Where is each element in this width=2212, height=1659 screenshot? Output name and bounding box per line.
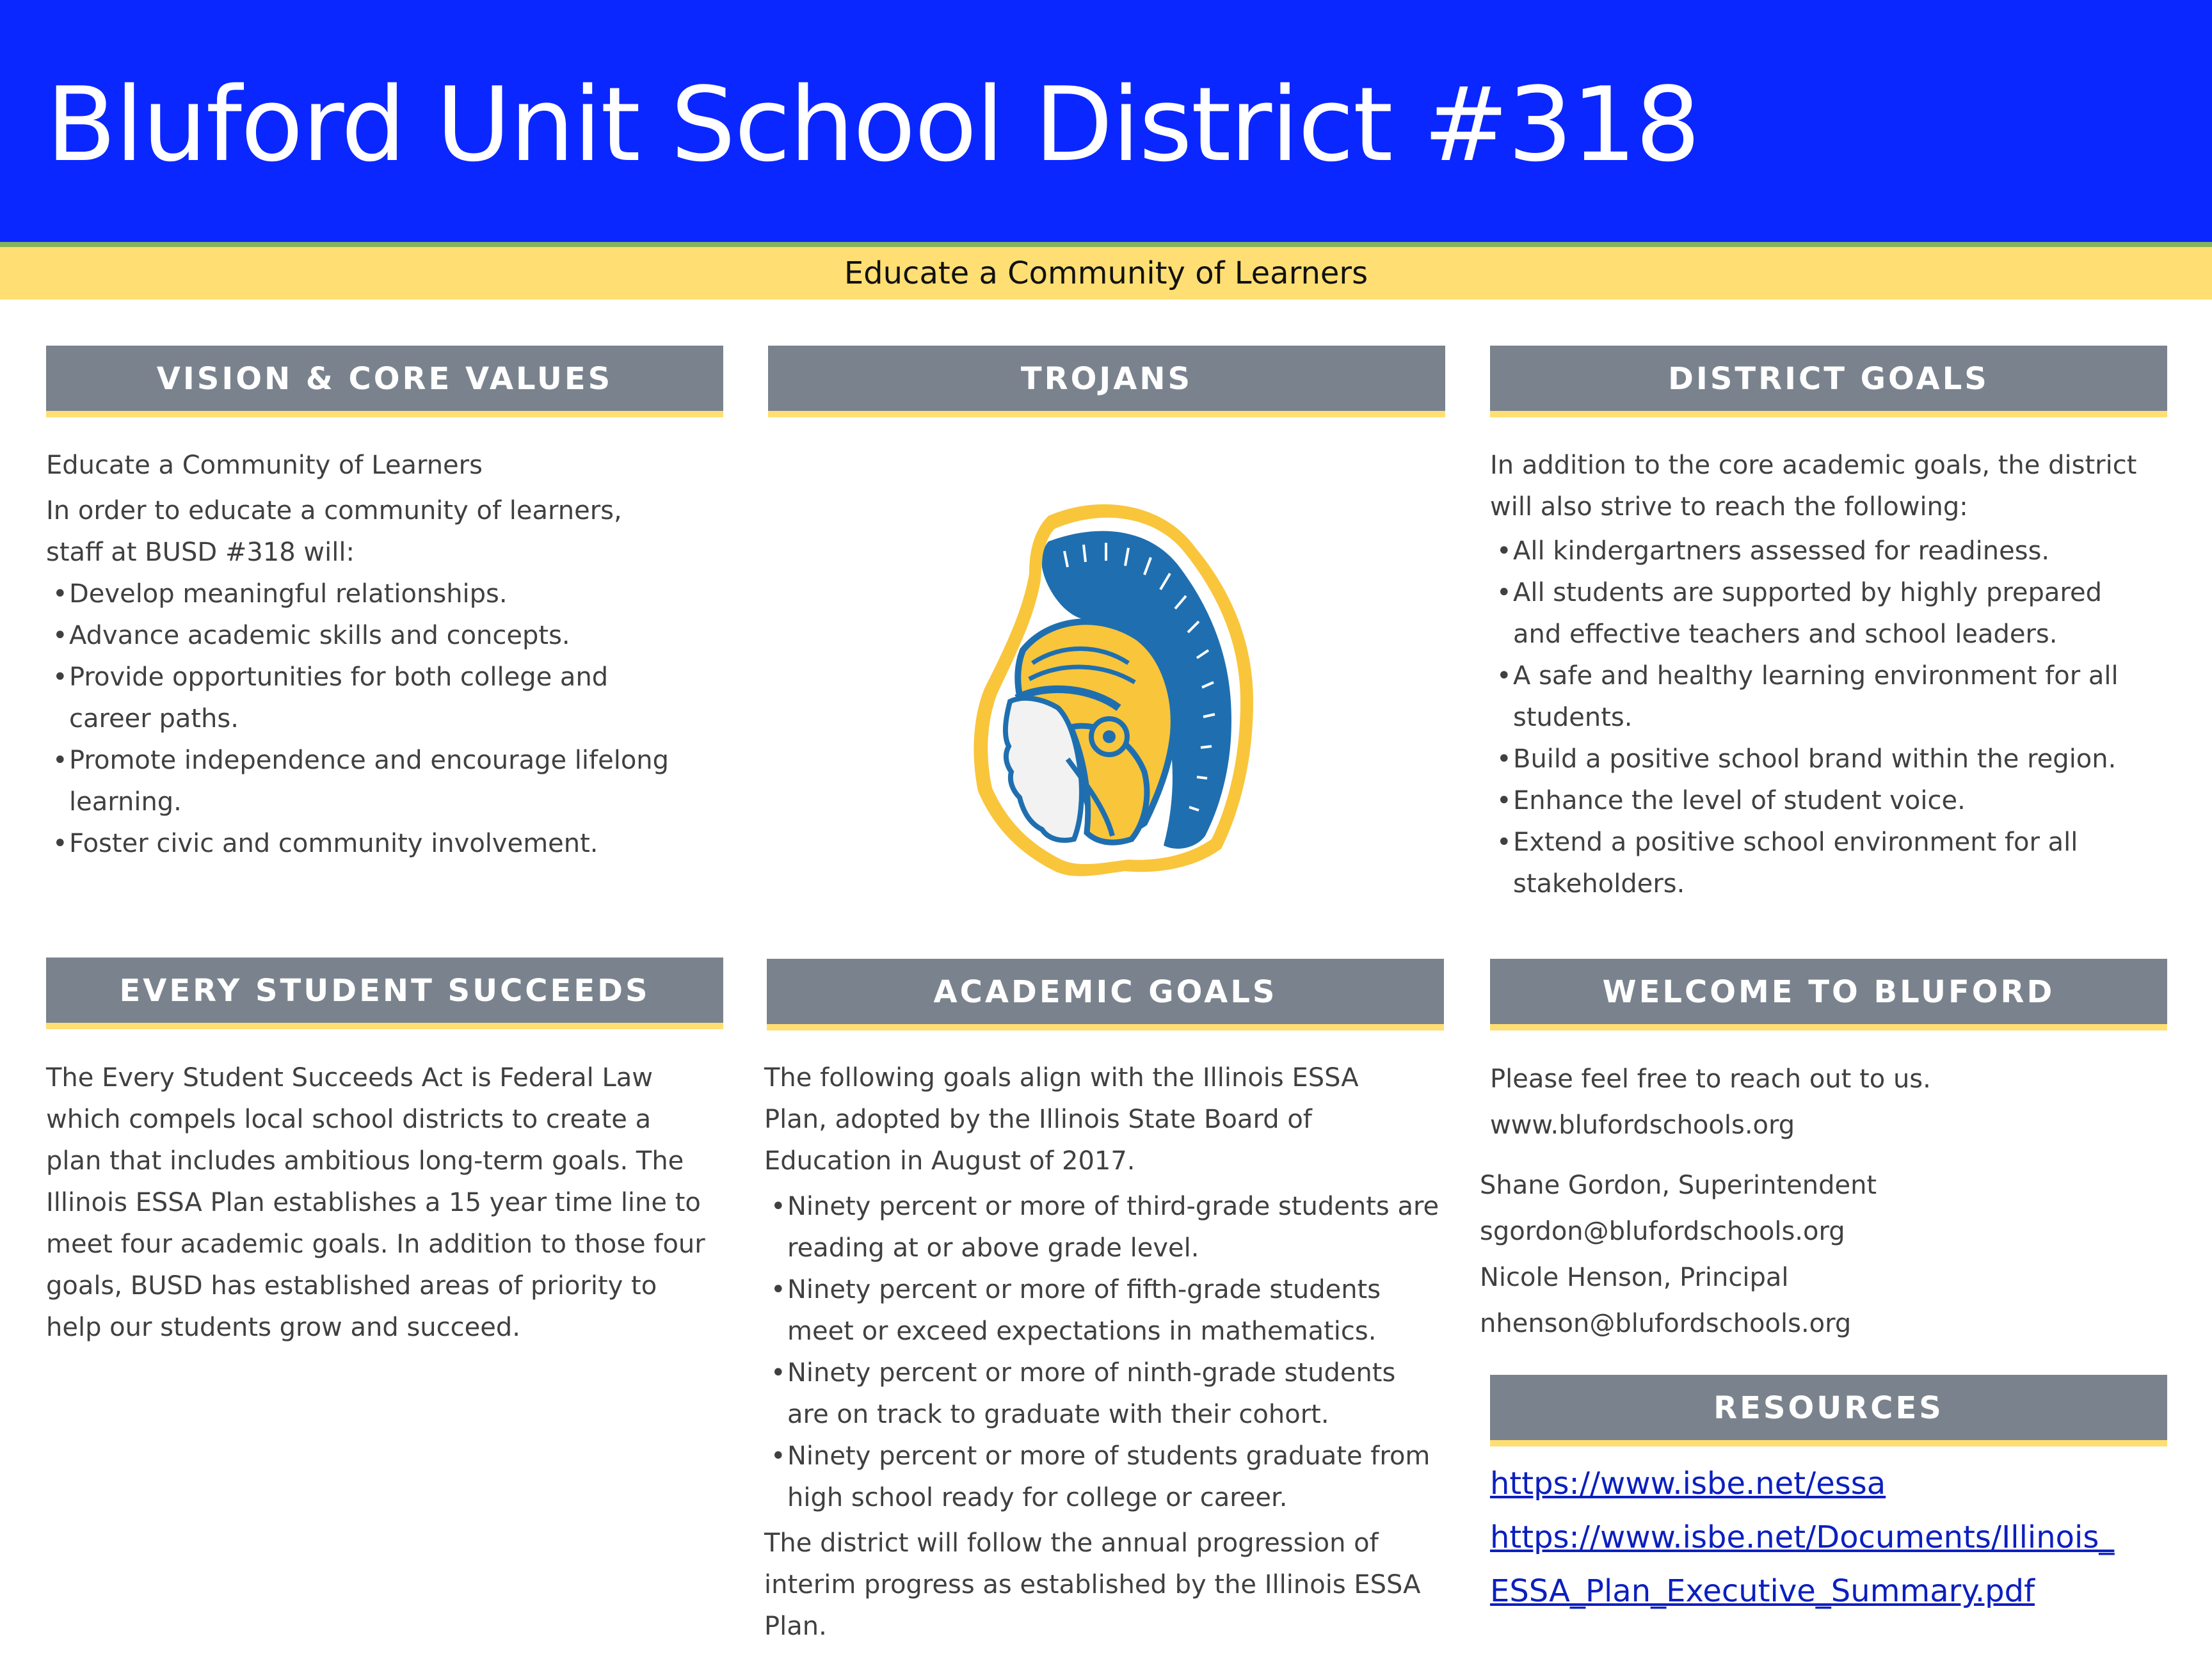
essa-heading: EVERY STUDENT SUCCEEDS [46, 958, 723, 1029]
trojan-helmet-logo [952, 490, 1272, 887]
welcome-heading: WELCOME TO BLUFORD [1490, 959, 2167, 1030]
academic-goals-heading: ACADEMIC GOALS [767, 959, 1444, 1030]
isbe-essa-link[interactable]: https://www.isbe.net/essa [1490, 1466, 1886, 1502]
list-item: • Advance academic skills and concepts. [46, 615, 680, 657]
list-item: • Ninety percent or more of third-grade students are reading at or above grade level. [764, 1186, 1443, 1269]
district-goals-body [1490, 445, 2167, 905]
contact-superintendent: Shane Gordon, Superintendent [1480, 1171, 1877, 1200]
vision-body [46, 445, 723, 865]
welcome-body [1490, 1056, 2167, 1148]
list-item: • A safe and healthy learning environment for all students. [1490, 655, 2130, 739]
tagline-bar [0, 247, 2212, 300]
contact-principal-email: nhenson@blufordschools.org [1480, 1309, 1852, 1338]
list-item: • All students are supported by highly prepared and effective teachers and school leaders. [1490, 572, 2130, 655]
district-goals-list [1490, 531, 2130, 905]
vision-intro: In order to educate a community of learners, staff at BUSD #318 will: [46, 496, 622, 567]
essa-summary-link-line2[interactable]: ESSA_Plan_Executive_Summary.pdf [1490, 1573, 2035, 1609]
resources-heading: RESOURCES [1490, 1375, 2167, 1447]
vision-line: Educate a Community of Learners [46, 451, 483, 480]
essa-summary-link-line1[interactable]: https://www.isbe.net/Documents/Illinois_ [1490, 1519, 2115, 1555]
list-item: • Enhance the level of student voice. [1490, 780, 2130, 822]
tagline: Educate a Community of Learners [844, 255, 1368, 291]
list-item: • Build a positive school brand within the region. [1490, 739, 2130, 780]
contact-principal: Nicole Henson, Principal [1480, 1263, 1789, 1292]
essa-body [46, 1057, 712, 1349]
vision-heading: VISION & CORE VALUES [46, 346, 723, 417]
resources-body [1490, 1457, 2194, 1618]
district-title: Bluford Unit School District #318 [46, 65, 1699, 184]
vision-list [46, 573, 680, 865]
academic-list [764, 1186, 1443, 1519]
list-item: • Provide opportunities for both college and career paths. [46, 657, 680, 740]
list-item: • Extend a positive school environment for all stakeholders. [1490, 822, 2130, 905]
page-header [0, 0, 2212, 242]
welcome-line: Please feel free to reach out to us. [1490, 1064, 1931, 1094]
list-item: • Develop meaningful relationships. [46, 573, 680, 615]
district-goals-heading: DISTRICT GOALS [1490, 346, 2167, 417]
trojans-heading: TROJANS [768, 346, 1445, 417]
list-item: • All kindergartners assessed for readiness. [1490, 531, 2130, 572]
contacts [1480, 1162, 2157, 1347]
academic-intro: The following goals align with the Illinois ESSA Plan, adopted by the Illinois State Board of Education in August of 2017. [764, 1063, 1359, 1176]
header-divider [0, 242, 2212, 247]
essa-text: The Every Student Succeeds Act is Federal Law which compels local school districts to create a plan that includes ambitious long-term goals. The Illinois ESSA Plan establishes a 15 year time line to meet four academic goals. In addition to those four goals, BUSD has established areas of priority to help our students grow and succeed. [46, 1063, 705, 1342]
list-item: • Ninety percent or more of ninth-grade students are on track to graduate with their cohort. [764, 1352, 1443, 1436]
contact-superintendent-email: sgordon@blufordschools.org [1480, 1217, 1845, 1246]
academic-goals-body [764, 1057, 1449, 1647]
website-text: www.blufordschools.org [1490, 1110, 1795, 1140]
academic-outro: The district will follow the annual progression of interim progress as established by the Illinois ESSA Plan. [764, 1528, 1421, 1641]
list-item: • Foster civic and community involvement. [46, 823, 680, 865]
district-goals-intro: In addition to the core academic goals, the district will also strive to reach the following: [1490, 451, 2137, 522]
list-item: • Ninety percent or more of fifth-grade students meet or exceed expectations in mathematics. [764, 1269, 1443, 1352]
list-item: • Ninety percent or more of students graduate from high school ready for college or career. [764, 1436, 1443, 1519]
list-item: • Promote independence and encourage lifelong learning. [46, 740, 680, 823]
